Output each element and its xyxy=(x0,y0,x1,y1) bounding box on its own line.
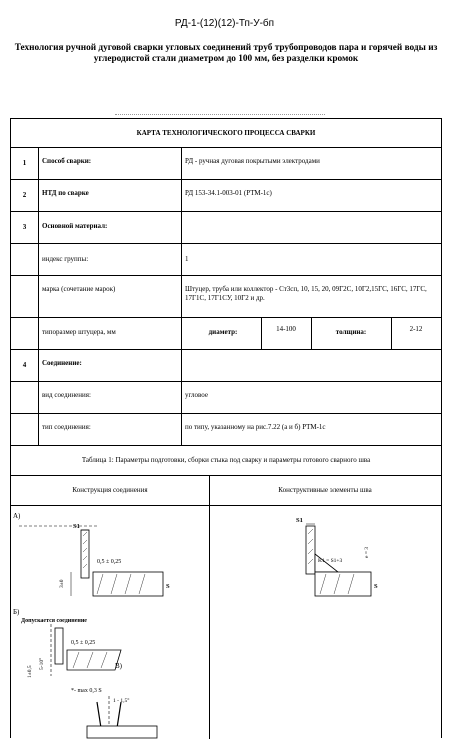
fitting-wall xyxy=(81,530,89,578)
ntd-label: НТД по сварке xyxy=(42,189,89,197)
row-number: 3 xyxy=(22,223,27,231)
allowed-note: Допускается соединение xyxy=(21,618,87,624)
table-caption: Таблица 1: Параметры подготовки, сборки стыка под сварку и параметры готового сварного шва xyxy=(81,456,371,464)
welding-method-label: Способ сварки: xyxy=(42,157,92,165)
group-index-label: индекс группы: xyxy=(42,255,89,263)
label-v: В) xyxy=(115,662,122,670)
gap-label-b: 0,5 ± 0,25 xyxy=(71,640,96,646)
column-header-left: Конструкция соединения xyxy=(72,486,148,494)
s-label-right: S xyxy=(374,583,378,590)
row-number: 2 xyxy=(22,191,27,199)
diameter-value: 14-100 xyxy=(276,325,296,333)
joint-type-value: по типу, указанному на рис.7.22 (а и б) РТМ-1с xyxy=(185,423,326,431)
angle-label: 5-10° xyxy=(39,657,45,670)
radius-label: 1±0,5 xyxy=(27,665,33,678)
row-number: 4 xyxy=(22,361,27,369)
document-code: РД-1-(12)(12)-Тп-У-бп xyxy=(174,18,275,29)
row-number: 1 xyxy=(22,159,27,167)
thickness-value: 2-12 xyxy=(409,325,423,333)
welding-method-value: РД - ручная дуговая покрытыми электродами xyxy=(185,157,320,165)
ntd-value: РД 153-34.1-003-01 (РТМ-1с) xyxy=(185,189,272,197)
separator xyxy=(115,114,325,117)
weld-elements-drawing xyxy=(210,506,441,636)
joint-label: Соединение: xyxy=(42,359,82,367)
joint-type-label: тип соединения: xyxy=(42,423,91,431)
card-title: КАРТА ТЕХНОЛОГИЧЕСКОГО ПРОЦЕССА СВАРКИ xyxy=(136,129,316,137)
s-label: S xyxy=(166,583,170,590)
base-material-label: Основной материал: xyxy=(42,222,108,230)
process-card xyxy=(10,118,442,738)
joint-kind-value: угловое xyxy=(185,391,208,399)
s1-label-right: S1 xyxy=(296,517,303,524)
label-a: А) xyxy=(13,512,21,520)
angle2-label: 1 - 1,5° xyxy=(113,698,130,704)
gap-label: 0,5 ± 0,25 xyxy=(97,559,122,565)
s1-label: S1 xyxy=(73,523,80,530)
fitting-size-label: типоразмер штуцера, мм xyxy=(42,328,116,336)
group-index-value: 1 xyxy=(185,255,189,263)
k-label: K1 = S1+3 xyxy=(318,558,343,564)
max-note: *- max 0,3 S xyxy=(71,688,102,694)
joint-kind-label: вид соединения: xyxy=(42,391,91,399)
thickness-label: толщина: xyxy=(335,328,367,336)
joint-construction-drawing xyxy=(11,506,208,739)
column-header-right: Конструктивные элементы шва xyxy=(278,486,372,494)
steel-grade-value: Штуцер, труба или коллектор - Ст3сп, 10, 15, 20, 09Г2С, 10Г2,15ГС, 16ГС, 17ГС, 17Г1С, 17Г1СУ, 10Г2 и др. xyxy=(185,285,427,302)
document-title: Технология ручной дуговой сварки угловых соединений труб трубопроводов пара и горячей воды из углеродистой стали диаметром до 100 мм, без разделки кромок xyxy=(14,43,438,64)
diameter-label: диаметр: xyxy=(208,328,238,336)
e-label: e = 3 xyxy=(364,546,370,558)
label-b: Б) xyxy=(13,608,20,616)
height-label: 3±0 xyxy=(59,579,65,588)
steel-grade-label: марка (сочетание марок) xyxy=(42,285,116,293)
